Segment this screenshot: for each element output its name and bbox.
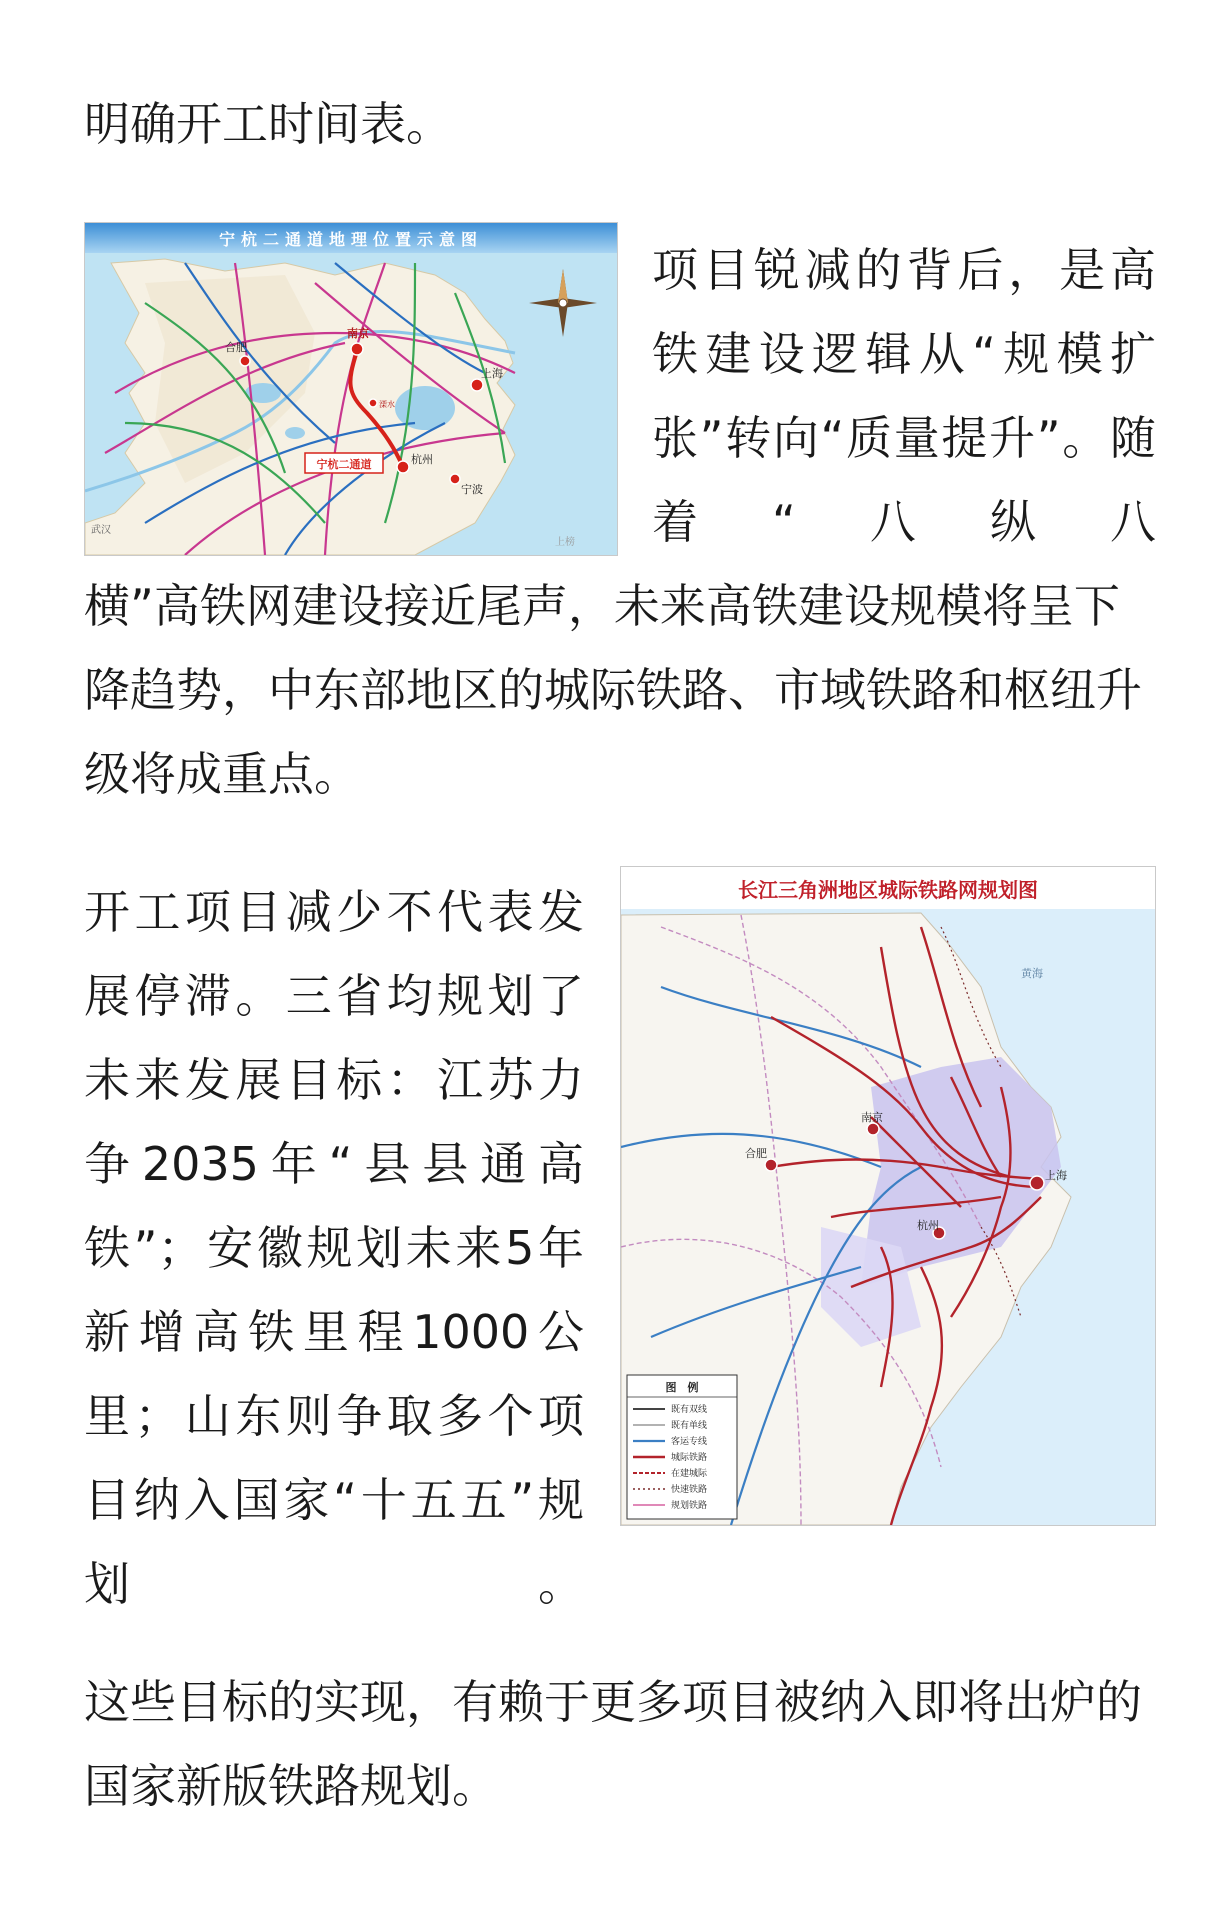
map2-sea-label: 黄海 (1021, 967, 1043, 980)
paragraph-provincial-goals-text: 开工项目减少不代表发展停滞。三省均规划了未来发展目标：江苏力争2035年“县县通高铁”；安徽规划未来5年新增高铁里程1000公里；山东则争取多个项目纳入国家“十五五”规划。 (84, 885, 584, 1611)
map1-city-shanghai: 上海 (481, 367, 503, 380)
map2-legend (627, 1375, 737, 1519)
paragraph-opening: 明确开工时间表。 (84, 97, 452, 151)
map2-legend-item-5: 快速铁路 (671, 1485, 708, 1495)
nanjing-hangzhou-corridor-map (84, 222, 618, 556)
map2-legend-item-3: 城际铁路 (671, 1453, 708, 1463)
paragraph-closing: 这些目标的实现，有赖于更多项目被纳入即将出炉的国家新版铁路规划。 (84, 1675, 1142, 1813)
map1-watermark: 上榜 (555, 537, 575, 548)
map2-legend-item-0: 既有双线 (671, 1405, 708, 1415)
map1-city-hangzhou: 杭州 (411, 453, 433, 466)
map1-title: 宁杭二通道地理位置示意图 (218, 230, 484, 249)
map1-city-ningbo: 宁波 (461, 483, 483, 496)
map2-legend-item-2: 客运专线 (671, 1437, 708, 1447)
map2-legend-item-1: 既有单线 (671, 1421, 708, 1431)
map2-legend-item-4: 在建城际 (671, 1469, 708, 1479)
paragraph-quality-shift-rest: 横”高铁网建设接近尾声，未来高铁建设规模将呈下降趋势，中东部地区的城际铁路、市域铁路和枢纽升级将成重点。 (84, 579, 1142, 801)
map2-city-nanjing: 南京 (861, 1111, 883, 1124)
map1-route-label: 宁杭二通道 (316, 458, 372, 471)
paragraph-quality-shift-wrap: 项目锐减的背后，是高铁建设逻辑从“规模扩张”转向“质量提升”。随着“八纵八 (652, 243, 1156, 549)
map1-city-nanjing: 南京 (347, 327, 369, 340)
map2-city-hangzhou: 杭州 (917, 1219, 939, 1232)
map2-city-hefei: 合肥 (745, 1147, 767, 1160)
map2-title: 长江三角洲地区城际铁路网规划图 (738, 878, 1038, 902)
map1-city-wuhan: 武汉 (91, 525, 111, 536)
map1-city-hefei: 合肥 (225, 341, 247, 354)
yangtze-delta-intercity-map (620, 866, 1156, 1526)
map1-city-lishui: 溧水 (379, 400, 395, 409)
paragraph-provincial-goals (84, 870, 584, 1626)
map2-legend-title: 图 例 (665, 1381, 699, 1394)
map2-city-shanghai: 上海 (1045, 1169, 1067, 1182)
map2-legend-item-6: 规划铁路 (671, 1501, 708, 1511)
